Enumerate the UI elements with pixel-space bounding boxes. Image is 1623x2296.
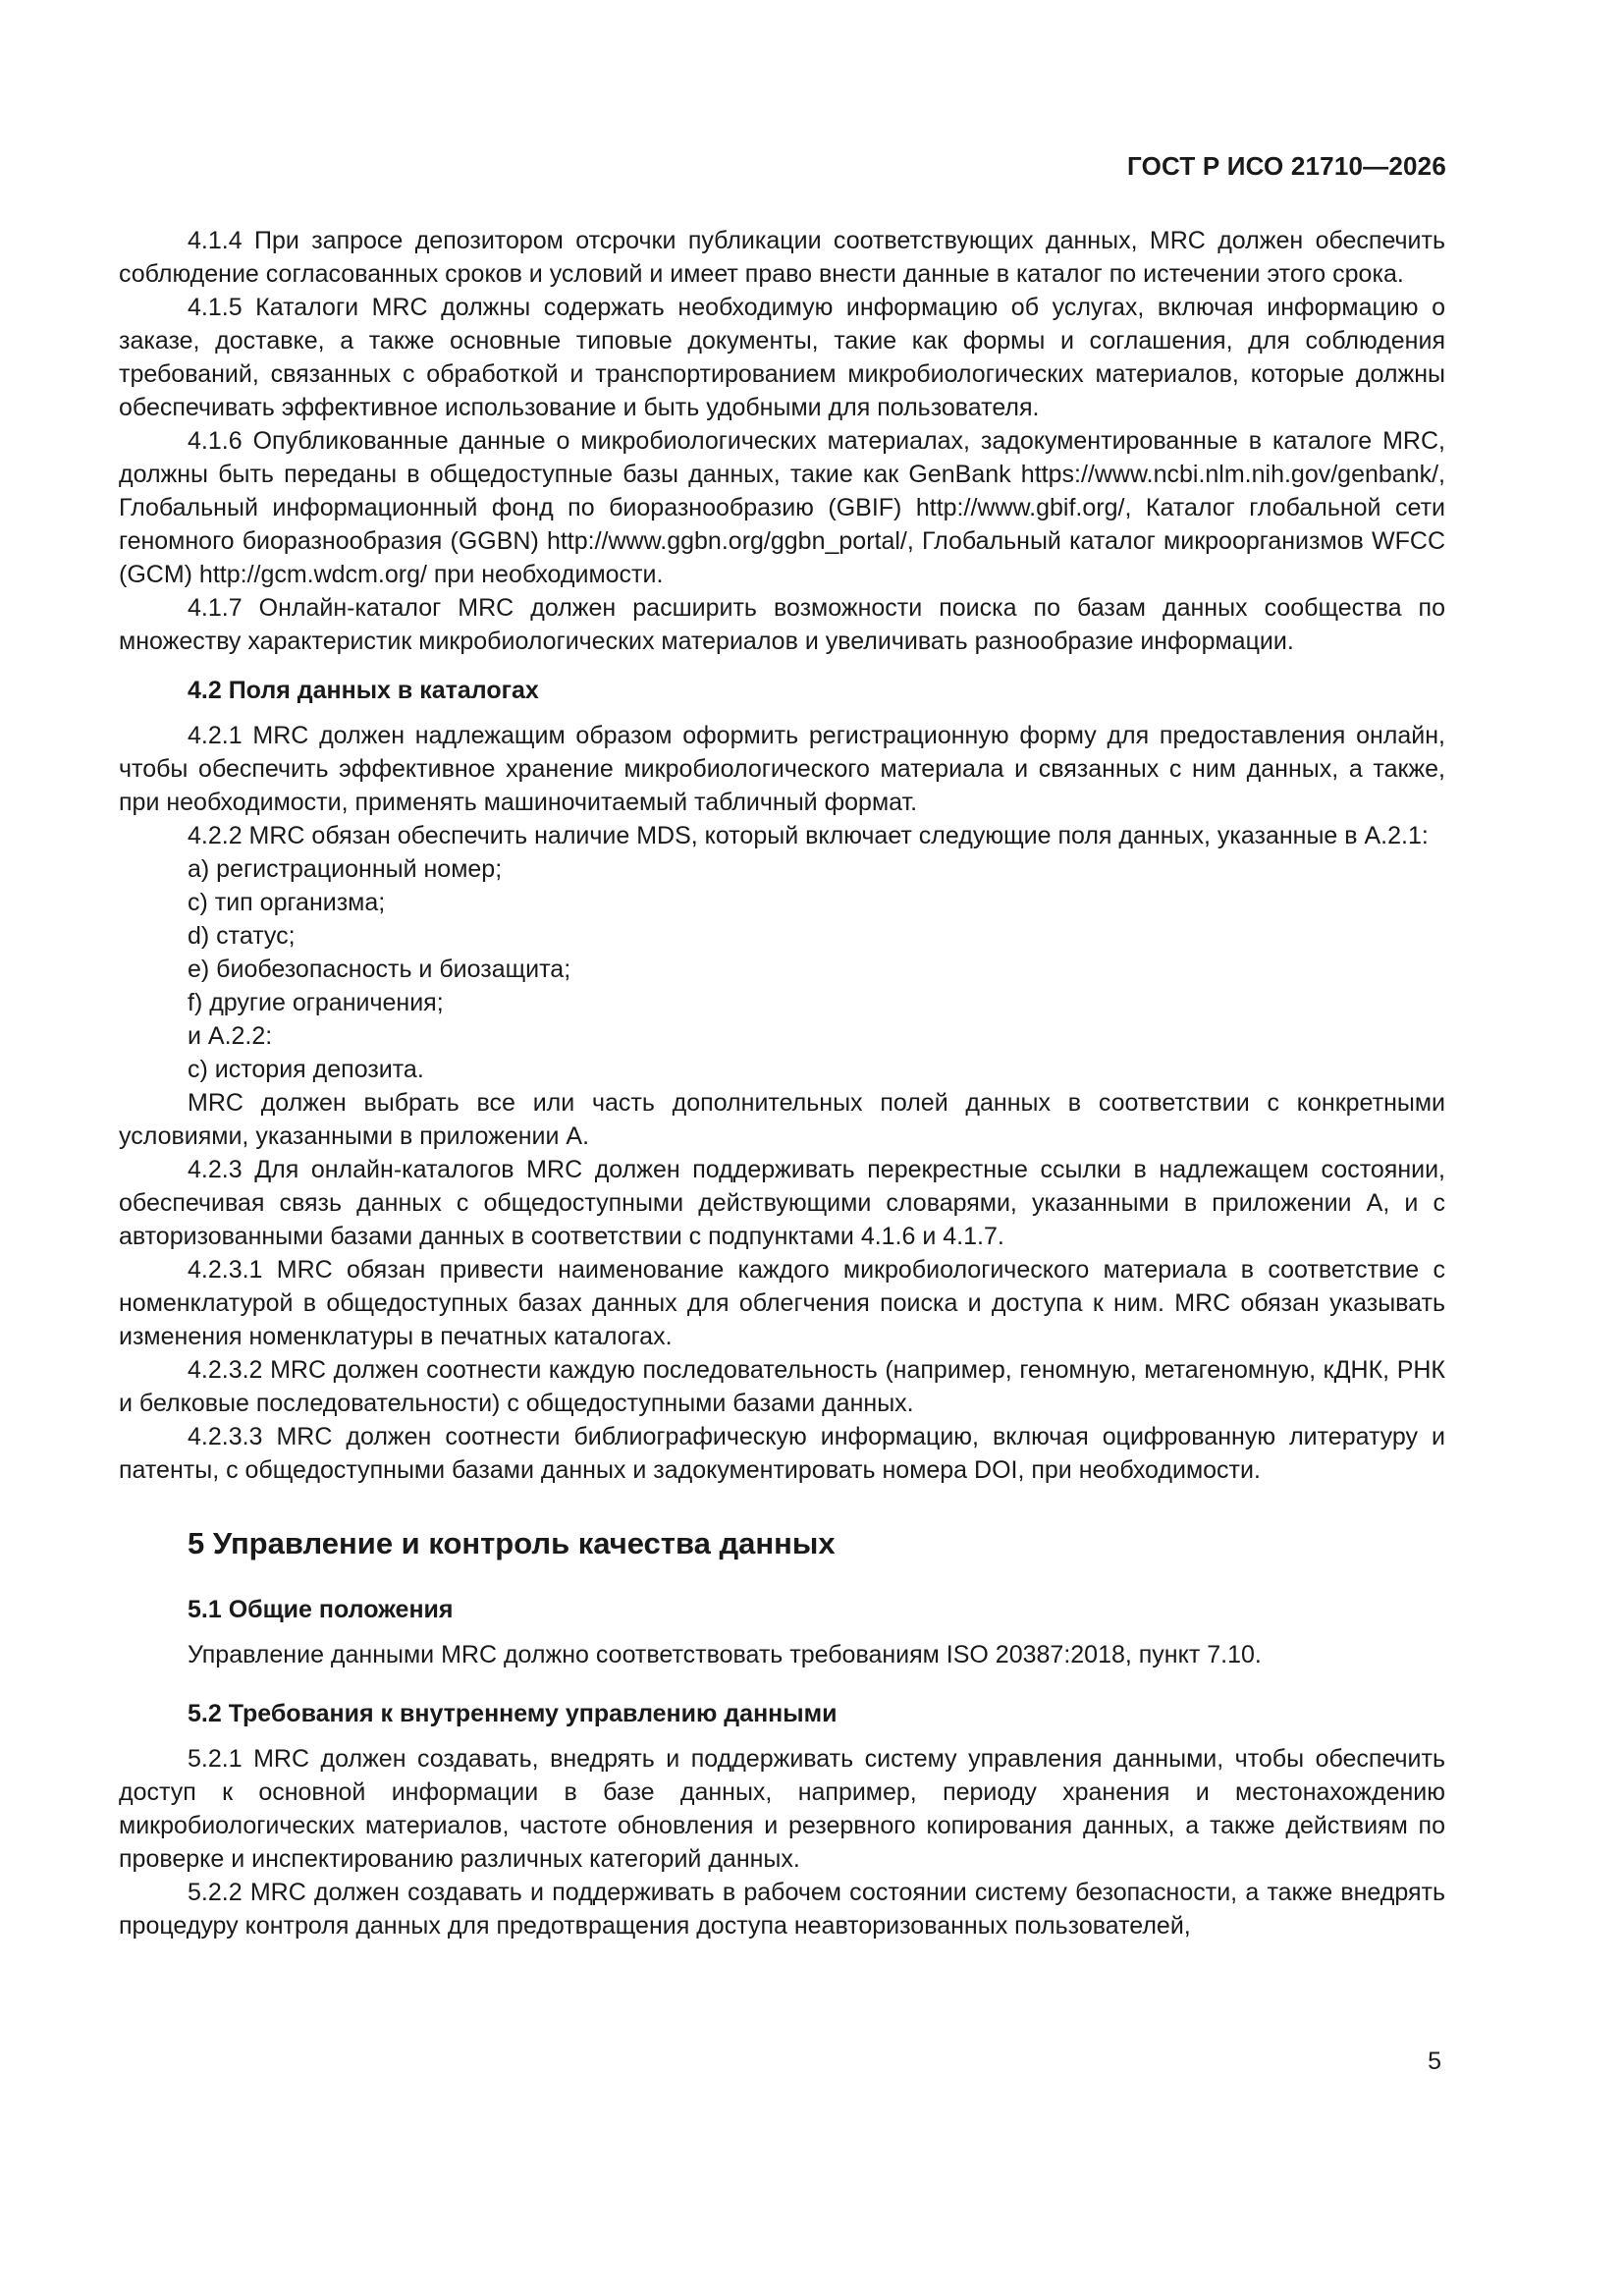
list-item: c) история депозита. xyxy=(188,1056,424,1083)
paragraph-4-2-3-2: 4.2.3.2 MRC должен соотнести каждую последовательность (например, геномную, метагеномную, кДНК, РНК и белковые последовательности) с общедоступными базами данных. xyxy=(119,1356,1445,1417)
section-heading-5-2: 5.2 Требования к внутреннему управлению данными xyxy=(188,1700,838,1727)
paragraph-4-1-6: 4.1.6 Опубликованные данные о микробиологических материалах, задокументированные в каталоге MRC, должны быть переданы в общедоступные базы данных, такие как GenBank https://www.ncbi.nlm.nih.gov/genbank/, Глобальный информационный фонд по биоразнообразию (GBIF) http://www.gbif.org/, Каталог глобальной сети геномного биоразнообразия (GGBN) http://www.ggbn.org/ggbn_portal/, Глобальный каталог микроорганизмов WFCC (GCM) http://gcm.wdcm.org/ при необходимости. xyxy=(119,427,1445,588)
paragraph-4-1-7: 4.1.7 Онлайн-каталог MRC должен расширить возможности поиска по базам данных сообщества по множеству характеристик микробиологических материалов и увеличивать разнообразие информации. xyxy=(119,594,1445,655)
paragraph-5-2-1: 5.2.1 MRC должен создавать, внедрять и поддерживать систему управления данными, чтобы обеспечить доступ к основной информации в базе данных, например, периоду хранения и местонахождению микробиологических материалов, частоте обновления и резервного копирования данных, а также действиям по проверке и инспектированию различных категорий данных. xyxy=(119,1745,1445,1873)
paragraph-4-2-3-1: 4.2.3.1 MRC обязан привести наименование каждого микробиологического материала в соответствие с номенклатурой в общедоступных базах данных для облегчения поиска и доступа к ним. MRC обязан указывать изменения номенклатуры в печатных каталогах. xyxy=(119,1256,1445,1350)
section-heading-4-2: 4.2 Поля данных в каталогах xyxy=(188,677,539,704)
document-header: ГОСТ Р ИСО 21710—2026 xyxy=(1126,151,1446,181)
section-heading-5-1: 5.1 Общие положения xyxy=(188,1596,454,1623)
page-number: 5 xyxy=(1428,2048,1441,2075)
list-connector: и А.2.2: xyxy=(188,1022,273,1050)
paragraph-4-2-1: 4.2.1 MRC должен надлежащим образом оформить регистрационную форму для предоставления онлайн, чтобы обеспечить эффективное хранение микробиологического материала и связанных с ним данных, а также, при необходимости, применять машиночитаемый табличный формат. xyxy=(119,722,1445,816)
list-item: a) регистрационный номер; xyxy=(188,855,503,883)
chapter-heading-5: 5 Управление и контроль качества данных xyxy=(188,1526,836,1560)
list-item: e) биобезопасность и биозащита; xyxy=(188,956,571,983)
paragraph-5-1: Управление данными MRC должно соответствовать требованиям ISO 20387:2018, пункт 7.10. xyxy=(188,1641,1262,1668)
paragraph-mrc-select: MRC должен выбрать все или часть дополнительных полей данных в соответствии с конкретными условиями, указанными в приложении А. xyxy=(119,1089,1445,1150)
paragraph-4-2-3: 4.2.3 Для онлайн-каталогов MRC должен поддерживать перекрестные ссылки в надлежащем состоянии, обеспечивая связь данных с общедоступными действующими словарями, указанными в приложении А, и с авторизованными базами данных в соответствии с подпунктами 4.1.6 и 4.1.7. xyxy=(119,1156,1445,1250)
list-item: d) статус; xyxy=(188,922,296,950)
paragraph-4-1-4: 4.1.4 При запросе депозитором отсрочки публикации соответствующих данных, MRC должен обеспечить соблюдение согласованных сроков и условий и имеет право внести данные в каталог по истечении этого срока. xyxy=(119,227,1445,288)
list-item: c) тип организма; xyxy=(188,889,386,916)
page-body xyxy=(119,224,1445,1942)
paragraph-4-1-5: 4.1.5 Каталоги MRC должны содержать необходимую информацию об услугах, включая информацию о заказе, доставке, а также основные типовые документы, такие как формы и соглашения, для соблюдения требований, связанных с обработкой и транспортированием микробиологических материалов, которые должны обеспечивать эффективное использование и быть удобными для пользователя. xyxy=(119,294,1445,421)
paragraph-4-2-2: 4.2.2 MRC обязан обеспечить наличие MDS, который включает следующие поля данных, указанные в А.2.1: xyxy=(188,822,1429,849)
paragraph-4-2-3-3: 4.2.3.3 MRC должен соотнести библиографическую информацию, включая оцифрованную литературу и патенты, с общедоступными базами данных и задокументировать номера DOI, при необходимости. xyxy=(119,1423,1445,1484)
list-item: f) другие ограничения; xyxy=(188,989,444,1016)
paragraph-5-2-2: 5.2.2 MRC должен создавать и поддерживать в рабочем состоянии систему безопасности, а также внедрять процедуру контроля данных для предотвращения доступа неавторизованных пользователей, xyxy=(119,1879,1445,1940)
